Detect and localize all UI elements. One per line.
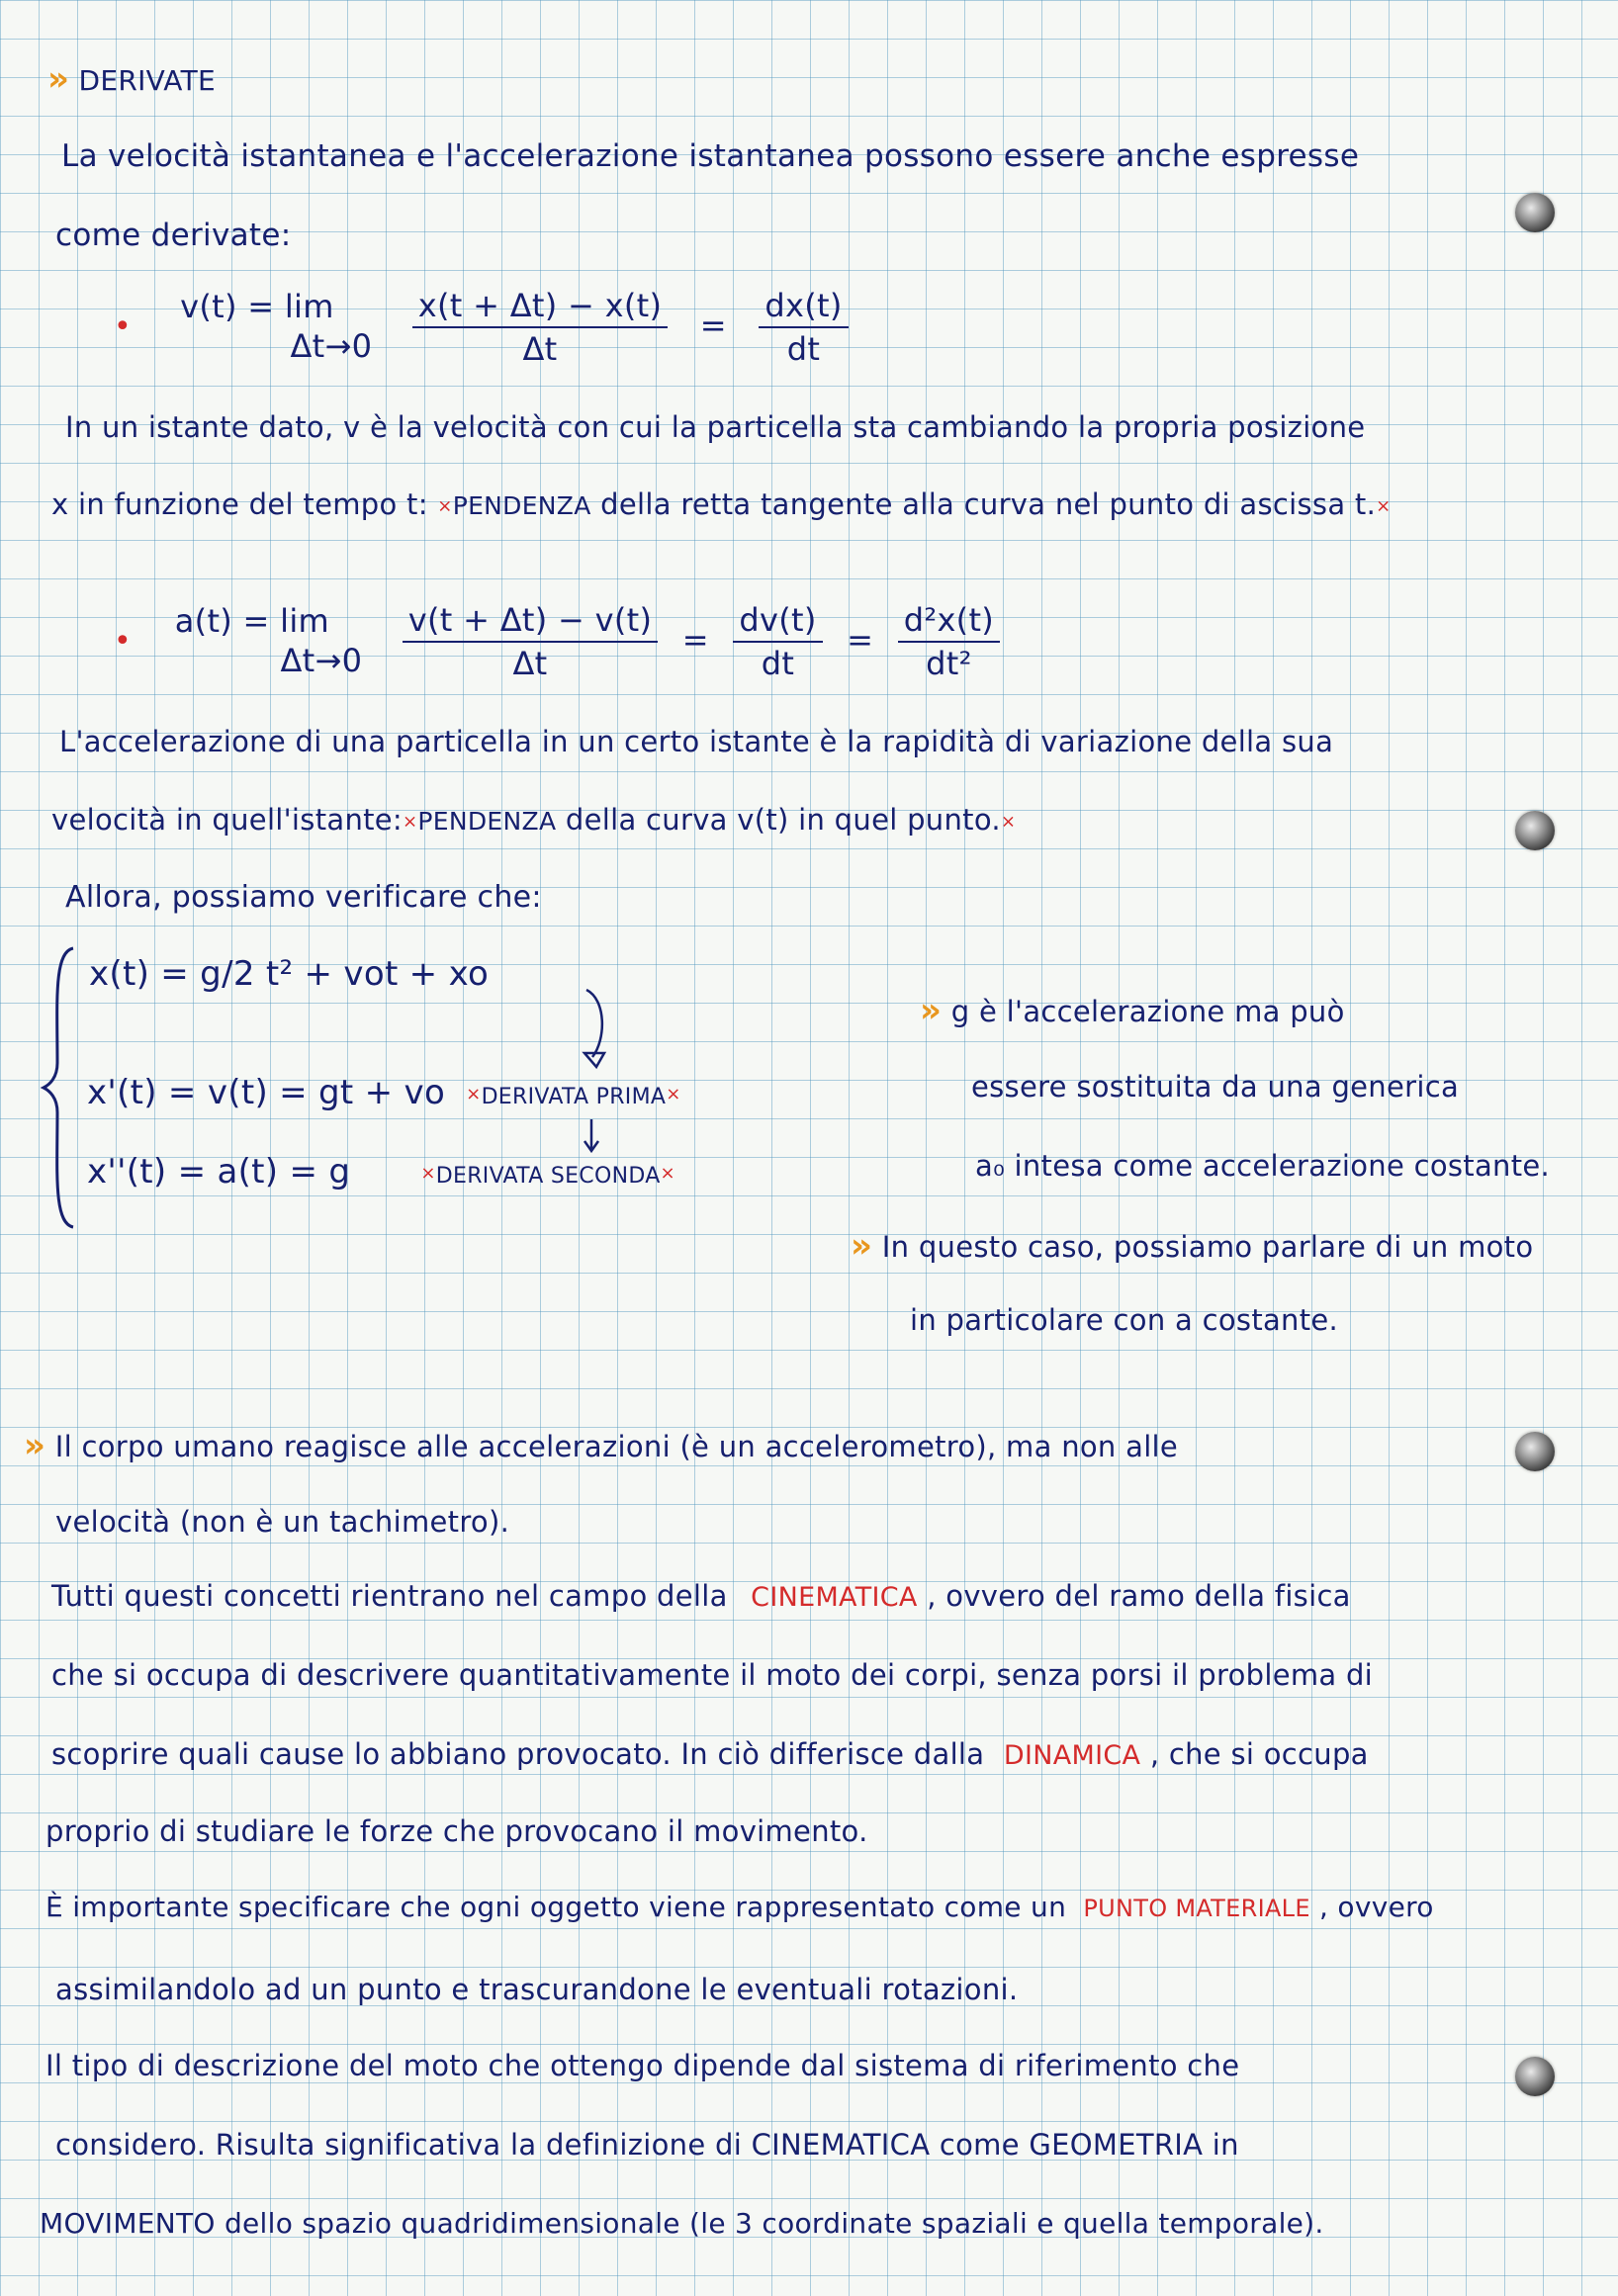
side-note-2-line-1 bbox=[851, 1226, 1533, 1266]
fraction bbox=[412, 287, 668, 368]
verify-intro: Allora, possiamo verificare che: bbox=[65, 880, 542, 915]
term-cinematica: CINEMATICA bbox=[751, 1582, 918, 1613]
limit-operator bbox=[141, 287, 372, 366]
cross-mark: × bbox=[420, 1163, 436, 1184]
arrow-down-icon bbox=[582, 1117, 601, 1157]
punch-hole bbox=[1515, 2057, 1555, 2096]
formula-a-mid-denominator: dt bbox=[761, 645, 795, 682]
derivative-label: DERIVATA PRIMA bbox=[481, 1085, 667, 1109]
equals-sign: = bbox=[681, 621, 709, 659]
kinematics-line-7: Il tipo di descrizione del moto che ottengo dipende dal sistema di riferimento che bbox=[45, 2049, 1240, 2082]
cross-mark: × bbox=[660, 1163, 675, 1184]
bullet: • bbox=[114, 624, 132, 659]
title-text: DERIVATE bbox=[78, 64, 216, 97]
cross-mark: × bbox=[1376, 495, 1392, 517]
acceleration-explanation-2 bbox=[51, 803, 1016, 837]
intro-line-1: La velocità istantanea e l'accelerazione istantanea possono essere anche espresse bbox=[61, 138, 1360, 174]
formula-v-denominator: Δt bbox=[522, 330, 558, 368]
equation-text: x''(t) = a(t) = g bbox=[87, 1152, 351, 1192]
note-marker: » bbox=[920, 991, 943, 1030]
formula-v-rhs-numerator: dx(t) bbox=[759, 287, 848, 328]
formula-v-rhs-denominator: dt bbox=[786, 330, 821, 368]
punch-hole bbox=[1515, 1432, 1555, 1471]
bullet: • bbox=[114, 309, 132, 344]
brace-icon bbox=[40, 944, 79, 1231]
note-marker: » bbox=[24, 1426, 46, 1465]
note-text: g è l'accelerazione ma può bbox=[950, 995, 1345, 1028]
text-segment: È importante specificare che ogni oggetto viene rappresentato come un bbox=[45, 1891, 1067, 1923]
kinematics-line-6: assimilandolo ad un punto e trascurandone le eventuali rotazioni. bbox=[55, 1973, 1019, 2006]
system-eq-1: x(t) = g/2 t² + vot + xo bbox=[89, 954, 490, 994]
formula-a-rhs-denominator: dt² bbox=[926, 645, 972, 682]
formula-a-lhs: a(t) = lim bbox=[174, 602, 329, 640]
kinematics-line-4: proprio di studiare le forze che provocano il movimento. bbox=[45, 1814, 868, 1848]
equation-text: x'(t) = v(t) = gt + vo bbox=[87, 1073, 446, 1112]
formula-v-limit: Δt→0 bbox=[290, 327, 373, 365]
kinematics-line-3 bbox=[51, 1737, 1369, 1771]
system-eq-3 bbox=[87, 1152, 675, 1192]
side-note-1-line-3: a₀ intesa come accelerazione costante. bbox=[975, 1149, 1551, 1183]
text-segment: x in funzione del tempo t: bbox=[51, 487, 428, 521]
cross-mark: × bbox=[666, 1084, 681, 1104]
text-segment: Tutti questi concetti rientrano nel campo della bbox=[51, 1579, 728, 1613]
intro-line-2: come derivate: bbox=[55, 218, 292, 253]
kinematics-line-9: MOVIMENTO dello spazio quadridimensionale (le 3 coordinate spaziali e quella temporale). bbox=[40, 2207, 1324, 2240]
body-note-line-2: velocità (non è un tachimetro). bbox=[55, 1505, 510, 1539]
text-segment: della curva v(t) in quel punto. bbox=[565, 803, 1001, 837]
fraction bbox=[898, 601, 1000, 682]
title-marker: » bbox=[47, 59, 70, 99]
page-title bbox=[47, 59, 216, 99]
punch-hole bbox=[1515, 811, 1555, 850]
fraction bbox=[733, 601, 822, 682]
formula-a-rhs-numerator: d²x(t) bbox=[898, 601, 1000, 643]
text-segment: , ovvero del ramo della fisica bbox=[927, 1579, 1351, 1613]
note-text: Il corpo umano reagisce alle accelerazioni (è un accelerometro), ma non alle bbox=[54, 1430, 1179, 1463]
equals-sign: = bbox=[699, 307, 727, 344]
text-segment: velocità in quell'istante: bbox=[51, 803, 404, 837]
derivative-label: DERIVATA SECONDA bbox=[435, 1164, 661, 1189]
system-eq-2 bbox=[87, 1073, 681, 1112]
text-segment: , ovvero bbox=[1319, 1891, 1434, 1923]
formula-acceleration bbox=[114, 601, 1000, 682]
text-segment: scoprire quali cause lo abbiano provocato. In ciò differisce dalla bbox=[51, 1737, 985, 1771]
kinematics-line-8: considero. Risulta significativa la definizione di CINEMATICA come GEOMETRIA in bbox=[55, 2128, 1239, 2162]
acceleration-explanation-1: L'accelerazione di una particella in un certo istante è la rapidità di variazione della sua bbox=[59, 725, 1334, 758]
text-segment: , che si occupa bbox=[1149, 1737, 1369, 1771]
cross-mark: × bbox=[1000, 811, 1017, 833]
fraction bbox=[403, 601, 658, 682]
cross-mark: × bbox=[403, 811, 418, 833]
formula-a-denominator: Δt bbox=[512, 645, 548, 682]
fraction bbox=[759, 287, 848, 368]
kinematics-line-1 bbox=[51, 1579, 1351, 1613]
cross-mark: × bbox=[466, 1084, 482, 1104]
equals-sign: = bbox=[847, 621, 874, 659]
highlight-term: PENDENZA bbox=[452, 491, 591, 520]
punch-hole bbox=[1515, 193, 1555, 232]
note-text: In questo caso, possiamo parlare di un moto bbox=[881, 1230, 1534, 1264]
side-note-1-line-2: essere sostituita da una generica bbox=[971, 1070, 1460, 1104]
velocity-explanation-1: In un istante dato, v è la velocità con cui la particella sta cambiando la propria posizione bbox=[65, 410, 1366, 444]
formula-a-mid-numerator: dv(t) bbox=[733, 601, 822, 643]
kinematics-line-5 bbox=[45, 1891, 1434, 1923]
formula-v-lhs: v(t) = lim bbox=[180, 288, 334, 325]
body-note-line-1 bbox=[24, 1426, 1178, 1465]
velocity-explanation-2 bbox=[51, 487, 1392, 521]
formula-velocity bbox=[114, 287, 849, 368]
term-dinamica: DINAMICA bbox=[1003, 1740, 1141, 1771]
note-marker: » bbox=[851, 1226, 873, 1266]
cross-mark: × bbox=[437, 495, 453, 517]
formula-v-numerator: x(t + Δt) − x(t) bbox=[412, 287, 668, 328]
highlight-term: PENDENZA bbox=[417, 807, 557, 836]
term-punto-materiale: PUNTO MATERIALE bbox=[1083, 1895, 1310, 1922]
kinematics-line-2: che si occupa di descrivere quantitativamente il moto dei corpi, senza porsi il problema di bbox=[51, 1658, 1374, 1692]
formula-a-limit: Δt→0 bbox=[280, 642, 363, 679]
text-segment: della retta tangente alla curva nel punto di ascissa t. bbox=[600, 487, 1377, 521]
side-note-1-line-1 bbox=[920, 991, 1345, 1030]
limit-operator bbox=[141, 601, 362, 680]
formula-a-numerator: v(t + Δt) − v(t) bbox=[403, 601, 658, 643]
side-note-2-line-2: in particolare con a costante. bbox=[910, 1303, 1339, 1337]
arrow-down-icon bbox=[579, 984, 618, 1073]
